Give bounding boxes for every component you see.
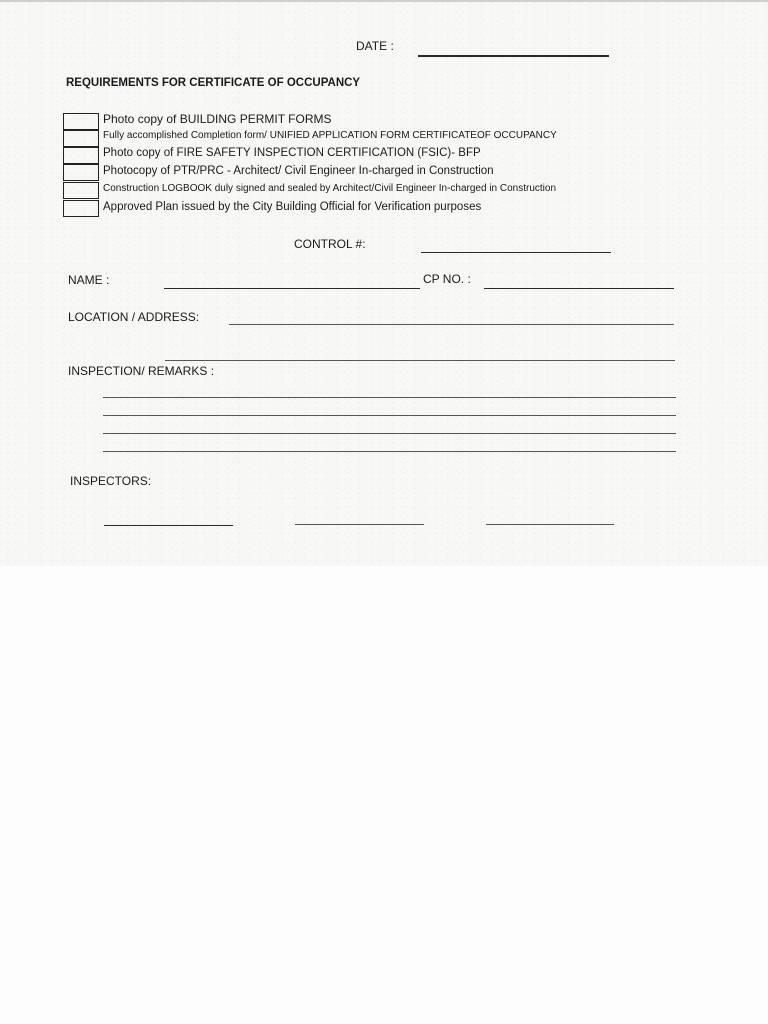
name-field-line[interactable] — [164, 288, 420, 289]
control-number-label: CONTROL #: — [294, 237, 366, 251]
location-address-field-line-2[interactable] — [165, 360, 675, 361]
checkbox-fsic[interactable] — [63, 147, 99, 164]
inspectors-label: INSPECTORS: — [70, 474, 152, 488]
checkbox-ptr-prc[interactable] — [63, 164, 99, 181]
date-field-line[interactable] — [418, 55, 609, 57]
remarks-line-3[interactable] — [103, 433, 676, 434]
inspection-remarks-label: INSPECTION/ REMARKS : — [68, 364, 215, 378]
form-title: REQUIREMENTS FOR CERTIFICATE OF OCCUPANCY — [66, 77, 361, 89]
requirement-item: Photo copy of BUILDING PERMIT FORMS — [103, 112, 332, 126]
requirement-item: Photocopy of PTR/PRC - Architect/ Civil Engineer In-charged in Construction — [103, 165, 494, 177]
remarks-line-2[interactable] — [103, 415, 676, 416]
inspector-signature-line-2[interactable] — [295, 524, 424, 525]
remarks-line-1[interactable] — [103, 397, 676, 398]
date-label: DATE : — [356, 39, 394, 53]
inspector-signature-line-1[interactable] — [104, 525, 233, 526]
page-top-edge — [0, 0, 768, 2]
requirement-item: Photo copy of FIRE SAFETY INSPECTION CERTIFICATION (FSIC)- BFP — [103, 147, 481, 159]
remarks-line-4[interactable] — [103, 451, 676, 452]
cp-number-label: CP NO. : — [423, 272, 471, 286]
name-label: NAME : — [68, 273, 110, 287]
cp-number-field-line[interactable] — [484, 288, 674, 289]
location-address-label: LOCATION / ADDRESS: — [68, 310, 200, 324]
control-number-field-line[interactable] — [421, 252, 611, 253]
checkbox-building-permit[interactable] — [63, 113, 99, 130]
inspector-signature-line-3[interactable] — [486, 524, 614, 525]
checkbox-logbook[interactable] — [63, 182, 99, 199]
requirement-item: Approved Plan issued by the City Building Official for Verification purposes — [103, 201, 482, 213]
checkbox-approved-plan[interactable] — [63, 200, 99, 217]
checkbox-completion-form[interactable] — [63, 130, 99, 147]
requirement-item: Construction LOGBOOK duly signed and sealed by Architect/Civil Engineer In-charged in Construction — [103, 183, 557, 194]
location-address-field-line[interactable] — [229, 324, 674, 325]
requirement-item: Fully accomplished Completion form/ UNIFIED APPLICATION FORM CERTIFICATEOF OCCUPANCY — [103, 130, 557, 141]
